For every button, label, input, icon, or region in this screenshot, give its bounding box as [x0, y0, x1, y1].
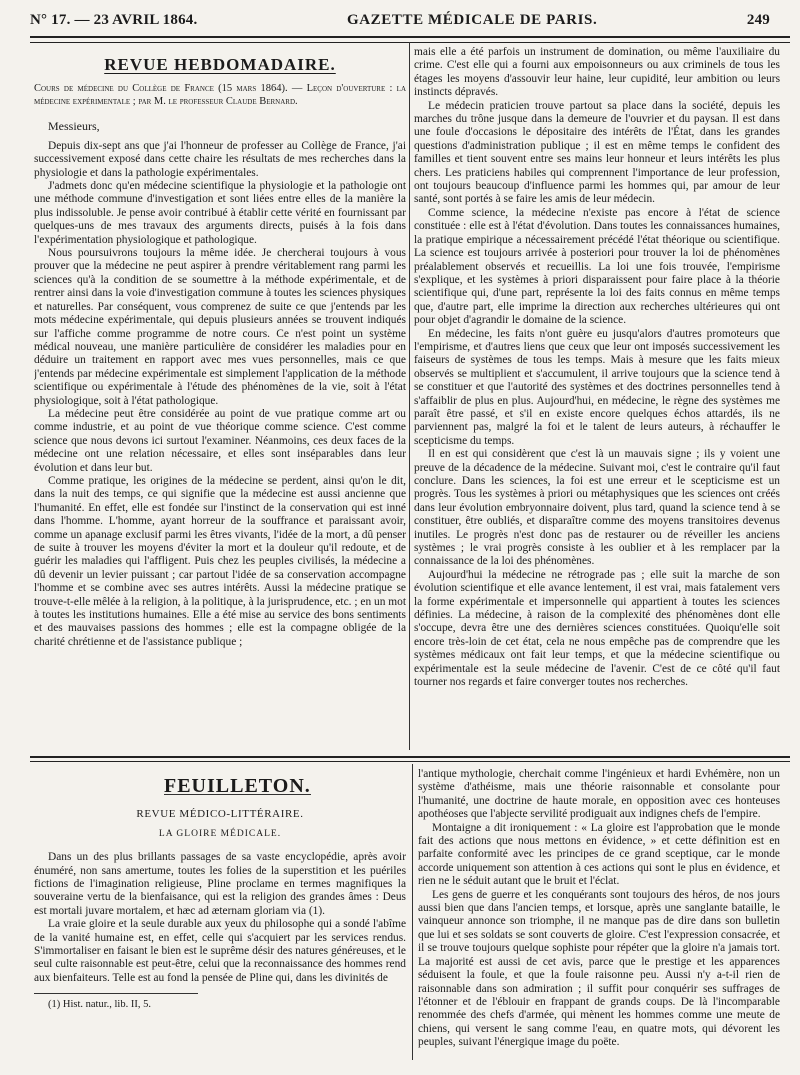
column-divider	[409, 42, 410, 750]
paragraph: Comme science, la médecine n'existe pas encore à l'état de science constituée : elle est à l'état d'évolution. Dans toutes les connaissances humaines, la pratique empirique a nécessairement précédé l'état théorique ou scientifique. La science est toujours arrivée à posteriori pour trouver la loi de phénomènes préalablement observés et recueillis. La loi une fois trouvée, l'empirisme s'explique, et les systèmes à priori disparaissent pour faire place à la théorie scientifique qui, d'une part, représente la loi des faits connus en même temps que, d'autre part, elle imprime la direction aux recherches ultérieures qui ont pour objet d'agrandir le domaine de la science.	[414, 206, 780, 327]
paragraph: J'admets donc qu'en médecine scientifique la physiologie et la pathologie ont une méthode commune d'investigation et sont liées entre elles de la manière la plus indissoluble. Je pense avoir contribué à établir cette vérité en fournissant par quelques-uns de mes travaux des arguments directs, puisés à la fois dans l'expérimentation physiologique et pathologique.	[34, 180, 406, 246]
paragraph: Dans un des plus brillants passages de sa vaste encyclopédie, après avoir énuméré, non sans amertume, toutes les folies de la superstition et les puériles fictions de l'imagination religieuse, Pline proclame en termes magnifiques la souveraine vertu de la bienfaisance, qui est la religion des grandes âmes : Deus est mortali juvare mortalem, et hæc ad æternam gloriam via (1).	[34, 851, 406, 917]
lecture-heading: Cours de médecine du Collège de France (15 mars 1864). — Leçon d'ouverture : la médecine expérimentale ; par M. le professeur Claude Bernard.	[34, 83, 406, 108]
page-number: 249	[746, 12, 770, 28]
salutation: Messieurs,	[48, 119, 100, 134]
paragraph: La vraie gloire et la seule durable aux yeux du philosophe qui a sondé l'abîme de la vanité humaine est, en effet, celle qui s'acquiert par les services rendus. S'immortaliser en faisant le bien est le suprême désir des natures généreuses, et le seul culte raisonnable est peut-être, celui que la reconnaissance des hommes rend aux bienfaiteurs. Telle est au fond la pensée de Pline qui, dans les divinités de	[34, 918, 406, 984]
paragraph: La médecine peut être considérée au point de vue pratique comme art ou comme industrie, et au point de vue théorique comme science. C'est comme science que nous devons ici surtout l'examiner. Néanmoins, ces deux faces de la médecine ont une relation nécessaire, et elles sont inséparables dans leur évolution et dans leur but.	[34, 407, 406, 474]
article-column-right	[414, 46, 780, 746]
paragraph: Les gens de guerre et les conquérants sont toujours des héros, de nos jours aussi bien que dans l'ancien temps, et lorsque, après une sanglante bataille, le vainqueur annonce son triomphe, il ne manque pas de dire dans son bulletin que lui et ses soldats se sont couverts de gloire. C'est l'expression consacrée, et il se trouve toujours quelque sophiste pour répéter que la gloire n'a jamais tort. La majorité est aussi de cet avis, parce que le prestige et les apparences séduisent la foule, et que la foule raisonne peu. Aussi n'y a-t-il rien de raisonnable dans son admiration ; il suffit pour conquérir ses suffrages de l'étonner et de l'éblouir en frappant de grands coups. De là l'incomparable renommée des chefs d'armée, qui mènent les hommes comme une meute de chiens, qui versent le sang comme l'eau, en quatre mots, qui dévorent les peuples, suivant l'énergique image du poëte.	[418, 888, 780, 1049]
footnote-rule	[34, 993, 198, 994]
paragraph: Montaigne a dit ironiquement : « La gloire est l'approbation que le monde fait des actions que nous mettons en évidence, » et cette définition est en parfaite conformité avec les principes de ce grand sceptique, car le monde accorde uniquement son attention à ces actions qui sont le plus en évidence, et rien ne le séduit autant que le bruit et l'éclat.	[418, 821, 780, 888]
feuilleton-column-left	[34, 768, 406, 1068]
paragraph: En médecine, les faits n'ont guère eu jusqu'alors d'autres promoteurs que l'empirisme, et d'autres liens que ceux que leur ont imposés successivement les faiseurs de systèmes de tous les temps. Mais à mesure que les faits mieux observés se multiplient et s'accumulent, il arrive toujours que la science tend à se constituer et que l'autorité des systèmes et des doctrines personnelles tend à s'affaiblir de plus en plus. Aujourd'hui, en médecine, le règne des systèmes me paraît être passé, et s'il en existe encore quelques échos attardés, ils ne parviennent pas, malgré la foi et le talent de leurs auteurs, à réchauffer le scepticisme du temps.	[414, 327, 780, 447]
paragraph: Depuis dix-sept ans que j'ai l'honneur de professer au Collège de France, j'ai successivement exposé dans cette chaire les résultats de mes recherches dans la physiologie et dans la pathologie expérimentales.	[34, 139, 406, 179]
feuilleton-topic: LA GLOIRE MÉDICALE.	[158, 828, 282, 839]
journal-title: GAZETTE MÉDICALE DE PARIS.	[346, 12, 598, 28]
header-rule	[30, 36, 790, 43]
feuilleton-title: FEUILLETON.	[164, 775, 311, 797]
footnote: (1) Hist. natur., lib. II, 5.	[48, 999, 151, 1011]
issue-date: N° 17. — 23 AVRIL 1864.	[30, 12, 198, 28]
paragraph: Nous poursuivrons toujours la même idée. Je chercherai toujours à vous prouver que la médecine ne peut aspirer à prendre véritablement rang parmi les sciences qu'à la condition de se soumettre à la méthode expérimentale, et de rentrer ainsi dans la voie d'investigation commune à toutes les sciences physiques et naturelles. Par conséquent, vous comprenez de suite ce que j'entends par les mots médecine expérimentale, qui depuis plusieurs années se trouvent indiqués sur l'affiche comme programme de notre cours. Ce n'est point un système médical nouveau, une manière particulière de considérer les maladies pour en déduire un traitement en rapport avec mes vues personnelles, mais ce que j'entends par médecine expérimentale est simplement l'application de la méthode scientifique ou expérimentale à l'étude des phénomènes de la vie, soit à l'état physiologique, soit à l'état pathologique.	[34, 247, 406, 407]
paragraph: Comme pratique, les origines de la médecine se perdent, ainsi qu'on le dit, dans la nuit des temps, ce qui signifie que la médecine est aussi ancienne que l'humanité. En effet, elle est fondée sur l'instinct de la conservation qui est inné dans l'homme. L'homme, ayant horreur de la souffrance et paraissant avoir, comme un apanage exclusif parmi les êtres vivants, l'idée de la mort, a dû penser de suite à trouver les moyens d'éviter la mort et la douleur qu'il redoute, et de guérir les maladies qui l'affligent. Puis chez les peuples civilisés, la médecine a dû devenir un levier puissant ; car partout l'idée de sa conservation accompagne l'homme et se combine avec ses autres intérêts. Aussi la médecine pratique se trouve-t-elle mêlée à la religion, à la politique, à la jurisprudence, etc. ; en un mot à toutes les institutions humaines. Elle a été mise au service des bons sentiments et des mauvaises passions des hommes ; elle est la compagne obligée de la charité chrétienne et de l'assistance publique ;	[34, 474, 406, 648]
paragraph: l'antique mythologie, cherchait comme l'ingénieux et hardi Evhémère, non un système d'athéisme, mais une théorie raisonnable et consolante pour l'humanité, une doctrine de haute morale, en opposition avec ces honteuses apothéoses que l'abjecte servilité prodiguait aux indignes chefs de l'empire.	[418, 768, 780, 821]
paragraph: Aujourd'hui la médecine ne rétrograde pas ; elle suit la marche de son évolution scientifique et elle avance lentement, il est vrai, mais fatalement vers la forme expérimentale et impersonnelle qui appartient à toutes les sciences définies. La médecine, à raison de la complexité des phénomènes dont elle s'occupe, devra être une des dernières sciences constituées. Quoiqu'elle soit encore très-loin de cet état, cela ne nous empêche pas de comprendre que les systèmes médicaux ont fait leur temps, et que la médecine scientifique ou expérimentale est la seule médecine de l'avenir. C'est de ce côté qu'il faut tourner nos regards et faire converger toutes nos recherches.	[414, 568, 780, 689]
paragraph: Le médecin praticien trouve partout sa place dans la société, depuis les marches du trône jusque dans la demeure de l'ouvrier et du paysan. Il est dans une foule d'occasions le dépositaire des intérêts de l'État, dans les grandes questions d'administration publique ; il est en même temps le confident des familles et tient souvent entre ses mains leur honneur et leurs intérêts les plus chers. Les praticiens habiles qui comprennent l'importance de leur profession, ont toujours beaucoup d'influence parmi les hommes qui, par amour de leur santé, sont portés à se faire les amis de leur médecin.	[414, 99, 780, 206]
paragraph: mais elle a été parfois un instrument de domination, ou même l'auxiliaire du crime. C'est elle qui a fourni aux empoisonneurs ou aux criminels de tous les étages les moyens d'assouvir leur haine, leur cupidité, leur ambition ou leurs instincts dépravés.	[414, 46, 780, 99]
feuilleton-column-right	[418, 768, 780, 1068]
article-column-left	[34, 46, 406, 746]
section-title: REVUE HEBDOMADAIRE.	[104, 55, 336, 74]
feuilleton-column-divider	[412, 764, 413, 1060]
feuilleton-subtitle: REVUE MÉDICO-LITTÉRAIRE.	[136, 808, 304, 821]
page-header	[30, 12, 770, 32]
paragraph: Il en est qui considèrent que c'est là un mauvais signe ; ils y voient une preuve de la décadence de la médecine. Suivant moi, c'est le contraire qu'il faut conclure. Dans les sciences, la foi est une erreur et le scepticisme est un progrès. Tous les systèmes à priori ou métaphysiques que les sciences ont créés dans leur évolution embryonnaire doivent, plus tard, quand la science tend à se constituer, être oubliés, et disparaître comme des moyens transitoires devenus inutiles. Le progrès n'est donc pas de restaurer ou de réveiller les anciens systèmes ; le vrai progrès consiste à les oublier et à les remplacer par la connaissance de la loi des phénomènes.	[414, 448, 780, 568]
feuilleton-separator	[30, 756, 790, 762]
